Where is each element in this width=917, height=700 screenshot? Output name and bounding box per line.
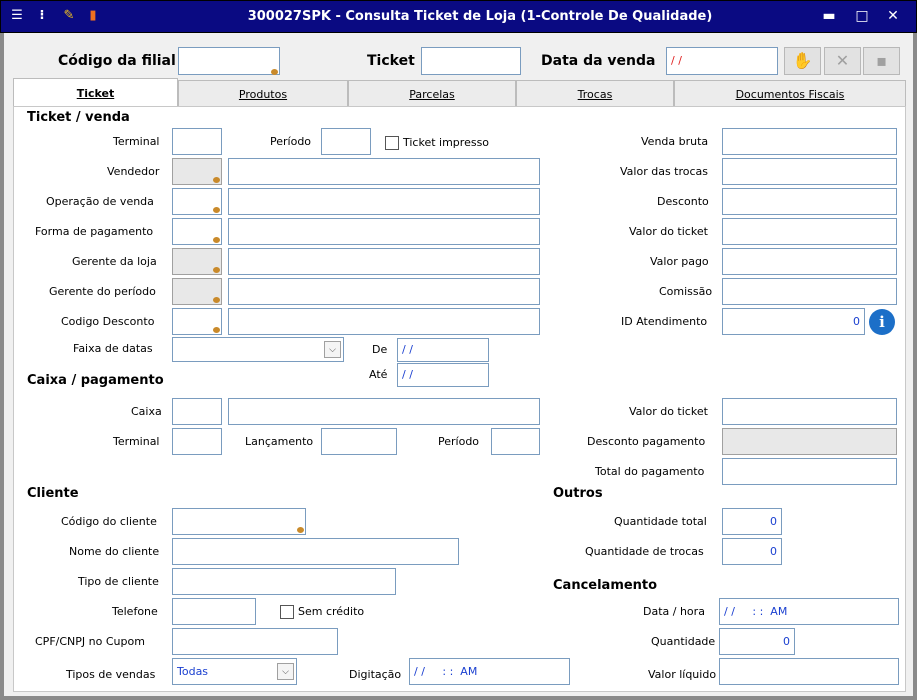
gerente-loja-name-input[interactable] [228, 248, 540, 275]
gerente-periodo-label: Gerente do período [49, 285, 156, 298]
forma-label: Forma de pagamento [35, 225, 154, 238]
codigo-desconto-code-input[interactable] [172, 308, 222, 335]
ticket-label: Ticket [367, 53, 415, 69]
clear-icon[interactable]: ✕ [824, 47, 861, 75]
valor-pago-input[interactable] [722, 248, 897, 275]
close-button[interactable]: ✕ [887, 8, 899, 24]
desconto-input[interactable] [722, 188, 897, 215]
window-title: 300027SPK - Consulta Ticket de Loja (1-Controle De Qualidade) [247, 9, 713, 24]
gerente-periodo-code-input[interactable] [172, 278, 222, 305]
digitacao-label: Digitação [349, 668, 402, 681]
tab-trocas[interactable]: Trocas [516, 80, 674, 107]
total-pagamento-label: Total do pagamento [595, 465, 705, 478]
ticket-impresso-label: Ticket impresso [403, 136, 490, 149]
codigo-cliente-label: Código do cliente [61, 515, 157, 528]
caixa-valor-ticket-label: Valor do ticket [629, 405, 708, 418]
terminal-label: Terminal [113, 135, 160, 148]
tab-parcelas[interactable]: Parcelas [348, 80, 516, 107]
cancelamento-header: Cancelamento [553, 578, 658, 593]
data-venda-label: Data da venda [541, 53, 656, 69]
wrench-icon[interactable]: ✎ [63, 8, 75, 23]
cliente-header: Cliente [27, 486, 79, 501]
valor-trocas-label: Valor das trocas [620, 165, 709, 178]
caixa-periodo-input[interactable] [491, 428, 540, 455]
tipo-cliente-label: Tipo de cliente [78, 575, 159, 588]
minimize-button[interactable]: ▬ [822, 8, 836, 24]
info-icon[interactable]: i [869, 309, 895, 335]
data-venda-input[interactable]: / / [666, 47, 778, 75]
valor-pago-label: Valor pago [650, 255, 709, 268]
qtd-total-label: Quantidade total [614, 515, 707, 528]
vendedor-label: Vendedor [107, 165, 160, 178]
ate-date-input[interactable]: / / [397, 363, 489, 387]
chevron-down-icon: ⌵ [324, 341, 341, 358]
maximize-button[interactable]: □ [855, 8, 869, 24]
lancamento-label: Lançamento [245, 435, 314, 448]
valor-ticket-label: Valor do ticket [629, 225, 708, 238]
vendedor-name-input[interactable] [228, 158, 540, 185]
caixa-terminal-input[interactable] [172, 428, 222, 455]
cpf-input[interactable] [172, 628, 338, 655]
id-atendimento-label: ID Atendimento [621, 315, 708, 328]
valor-liquido-label: Valor líquido [648, 668, 717, 681]
lookup-icon [271, 69, 278, 75]
codigo-desconto-name-input[interactable] [228, 308, 540, 335]
desconto-label: Desconto [657, 195, 709, 208]
quantidade-input[interactable]: 0 [719, 628, 795, 655]
operacao-code-input[interactable] [172, 188, 222, 215]
filial-label: Código da filial [58, 53, 176, 69]
vendedor-code-input[interactable] [172, 158, 222, 185]
caixa-name-input[interactable] [228, 398, 540, 425]
menu-icon[interactable]: ☰ [11, 8, 23, 23]
faixa-label: Faixa de datas [73, 342, 153, 355]
operacao-name-input[interactable] [228, 188, 540, 215]
outros-header: Outros [553, 486, 603, 501]
gerente-loja-label: Gerente da loja [72, 255, 157, 268]
qtd-trocas-input[interactable]: 0 [722, 538, 782, 565]
periodo-label: Período [270, 135, 312, 148]
nome-cliente-label: Nome do cliente [69, 545, 160, 558]
caixa-header: Caixa / pagamento [27, 373, 164, 388]
id-atendimento-input[interactable]: 0 [722, 308, 865, 335]
comissao-label: Comissão [659, 285, 713, 298]
tab-ticket[interactable]: Ticket [13, 78, 178, 107]
caixa-terminal-label: Terminal [113, 435, 160, 448]
tipos-vendas-label: Tipos de vendas [66, 668, 156, 681]
valor-liquido-input[interactable] [719, 658, 899, 685]
digitacao-input[interactable]: / / : : AM [409, 658, 570, 685]
ticket-venda-header: Ticket / venda [27, 110, 130, 125]
telefone-input[interactable] [172, 598, 256, 625]
chevron-down-icon: ⌵ [277, 663, 294, 680]
ticket-input[interactable] [421, 47, 521, 75]
desconto-pagamento-label: Desconto pagamento [587, 435, 706, 448]
faixa-select[interactable] [172, 337, 344, 362]
forma-code-input[interactable] [172, 218, 222, 245]
tab-produtos[interactable]: Produtos [178, 80, 348, 107]
nome-cliente-input[interactable] [172, 538, 459, 565]
venda-bruta-label: Venda bruta [641, 135, 709, 148]
ticket-impresso-checkbox[interactable] [385, 136, 399, 150]
valor-trocas-input[interactable] [722, 158, 897, 185]
search-icon[interactable]: ✋ [784, 47, 821, 75]
forma-name-input[interactable] [228, 218, 540, 245]
data-hora-label: Data / hora [643, 605, 705, 618]
ate-label: Até [369, 368, 388, 381]
venda-bruta-input[interactable] [722, 128, 897, 155]
caixa-valor-ticket-input[interactable] [722, 398, 897, 425]
traffic-light-icon[interactable]: ⁝ [39, 8, 45, 23]
qtd-trocas-label: Quantidade de trocas [585, 545, 704, 558]
quantidade-label: Quantidade [651, 635, 716, 648]
terminal-input[interactable] [172, 128, 222, 155]
caixa-label: Caixa [131, 405, 162, 418]
gerente-loja-code-input[interactable] [172, 248, 222, 275]
caixa-periodo-label: Período [438, 435, 480, 448]
data-hora-input[interactable]: / / : : AM [719, 598, 899, 625]
lancamento-input[interactable] [321, 428, 397, 455]
cpf-label: CPF/CNPJ no Cupom [35, 635, 145, 648]
save-icon[interactable]: ▪ [863, 47, 900, 75]
book-icon[interactable]: ▮ [89, 8, 97, 23]
de-label: De [372, 343, 388, 356]
tab-documentos-fiscais[interactable]: Documentos Fiscais [674, 80, 906, 107]
caixa-code-input[interactable] [172, 398, 222, 425]
valor-ticket-input[interactable] [722, 218, 897, 245]
periodo-input[interactable] [321, 128, 371, 155]
tipos-vendas-value: Todas [177, 665, 209, 678]
codigo-cliente-input[interactable] [172, 508, 306, 535]
filial-input[interactable] [178, 47, 280, 75]
tipos-vendas-select[interactable] [172, 658, 297, 685]
telefone-label: Telefone [112, 605, 158, 618]
tipo-cliente-input[interactable] [172, 568, 396, 595]
operacao-label: Operação de venda [46, 195, 154, 208]
sem-credito-checkbox[interactable] [280, 605, 294, 619]
qtd-total-input[interactable]: 0 [722, 508, 782, 535]
codigo-desconto-label: Codigo Desconto [61, 315, 155, 328]
sem-credito-label: Sem crédito [298, 605, 365, 618]
gerente-periodo-name-input[interactable] [228, 278, 540, 305]
desconto-pagamento-input [722, 428, 897, 455]
comissao-input[interactable] [722, 278, 897, 305]
total-pagamento-input[interactable] [722, 458, 897, 485]
de-date-input[interactable]: / / [397, 338, 489, 362]
